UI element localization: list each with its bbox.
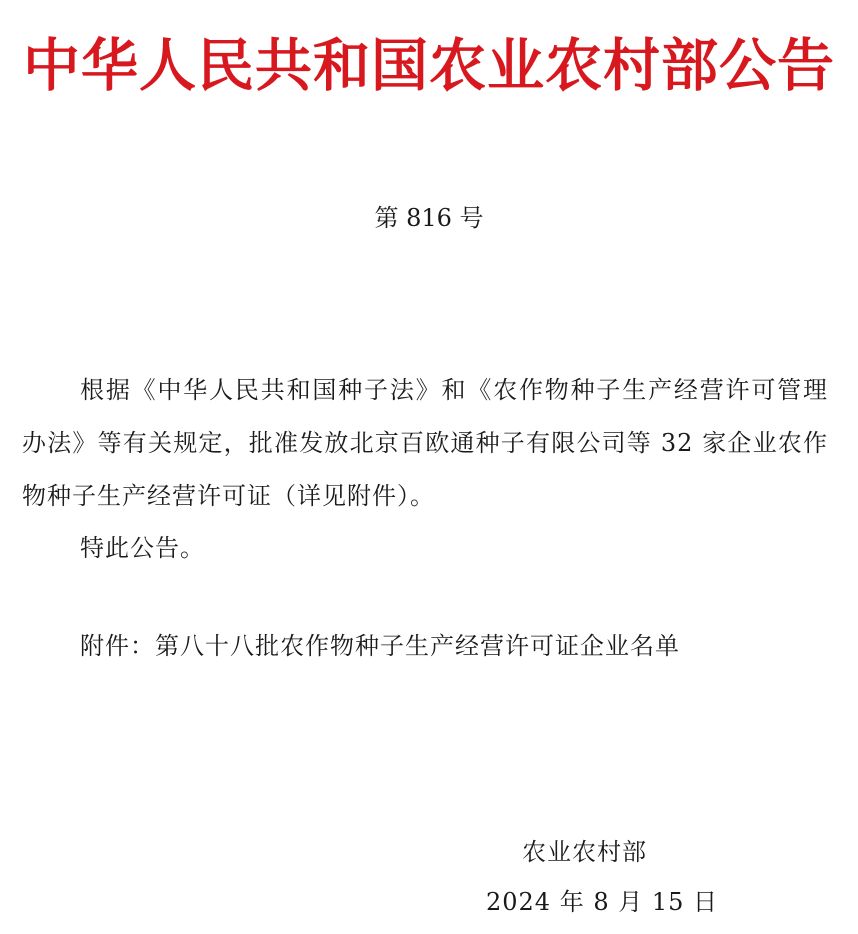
- issue-date: 2024 年 8 月 15 日: [486, 888, 719, 916]
- closing-statement: 特此公告。: [80, 534, 205, 562]
- announcement-header-title: 中华人民共和国农业农村部公告: [23, 33, 835, 99]
- document-number: 第 816 号: [374, 204, 484, 232]
- attachment-line: 附件：第八十八批农作物种子生产经营许可证企业名单: [80, 632, 680, 660]
- issuing-authority: 农业农村部: [522, 838, 647, 866]
- announcement-body: 根据《中华人民共和国种子法》和《农作物种子生产经营许可管理办法》等有关规定，批准发放北京百欧通种子有限公司等 32 家企业农作物种子生产经营许可证（详见附件）。: [22, 376, 828, 510]
